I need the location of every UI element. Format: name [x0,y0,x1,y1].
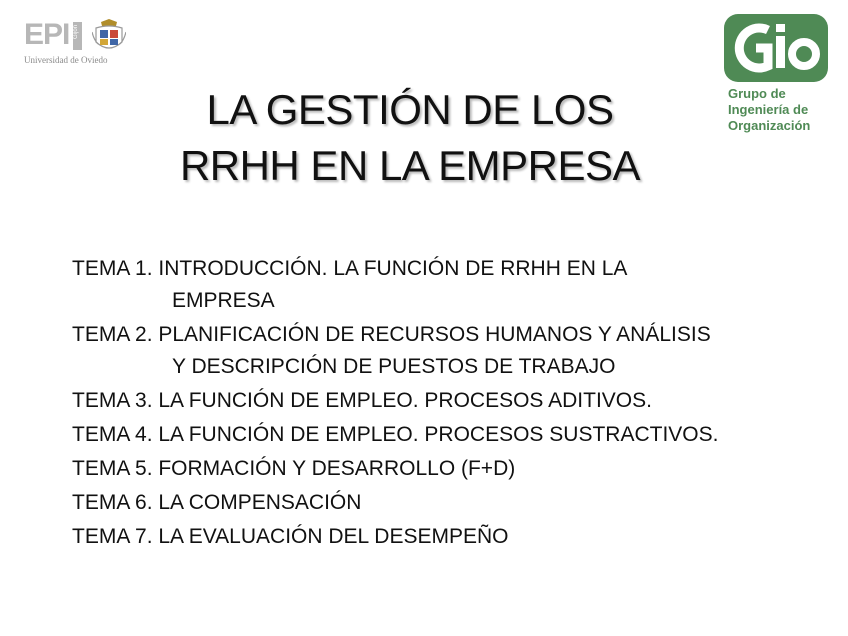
topic-4-line1: TEMA 4. LA FUNCIÓN DE EMPLEO. PROCESOS SUSTRACTIVOS. [72,423,719,446]
topic-1-line2: EMPRESA [172,289,275,312]
topic-1-line1: TEMA 1. INTRODUCCIÓN. LA FUNCIÓN DE RRHH EN LA [72,257,628,280]
topic-5-line1: TEMA 5. FORMACIÓN Y DESARROLLO (F+D) [72,457,516,480]
gio-caption-line3: Organización [728,118,811,133]
topic-7-line1: TEMA 7. LA EVALUACIÓN DEL DESEMPEÑO [72,525,509,548]
slide-title-line2: RRHH EN LA EMPRESA [179,142,641,189]
topic-item [72,486,812,520]
gio-caption-line2: Ingeniería de [728,102,809,117]
topic-6-line1: TEMA 6. LA COMPENSACIÓN [72,491,362,514]
epi-caption: Universidad de Oviedo [24,55,108,65]
gio-caption [728,86,810,134]
topic-item [72,452,812,486]
gio-caption-line1: Grupo de [728,86,786,101]
topic-item [72,520,812,554]
university-shield-icon [92,18,126,54]
epi-logo [24,18,144,66]
topic-item [72,318,812,384]
epi-bar [73,22,82,50]
slide-title-line1: LA GESTIÓN DE LOS [206,86,614,133]
epi-bar-text: Gijón [73,25,80,40]
epi-wordmark [24,20,82,50]
slide-title [80,82,740,194]
topic-2-line1: TEMA 2. PLANIFICACIÓN DE RECURSOS HUMANOS Y ANÁLISIS [72,323,711,346]
topic-item [72,418,812,452]
topic-item [72,384,812,418]
epi-text: EPI [24,18,70,51]
topic-3-line1: TEMA 3. LA FUNCIÓN DE EMPLEO. PROCESOS ADITIVOS. [72,389,652,412]
topic-2-line2: Y DESCRIPCIÓN DE PUESTOS DE TRABAJO [172,355,616,378]
topic-item [72,252,812,318]
gio-mark-icon [724,14,828,82]
topic-list [72,252,812,554]
